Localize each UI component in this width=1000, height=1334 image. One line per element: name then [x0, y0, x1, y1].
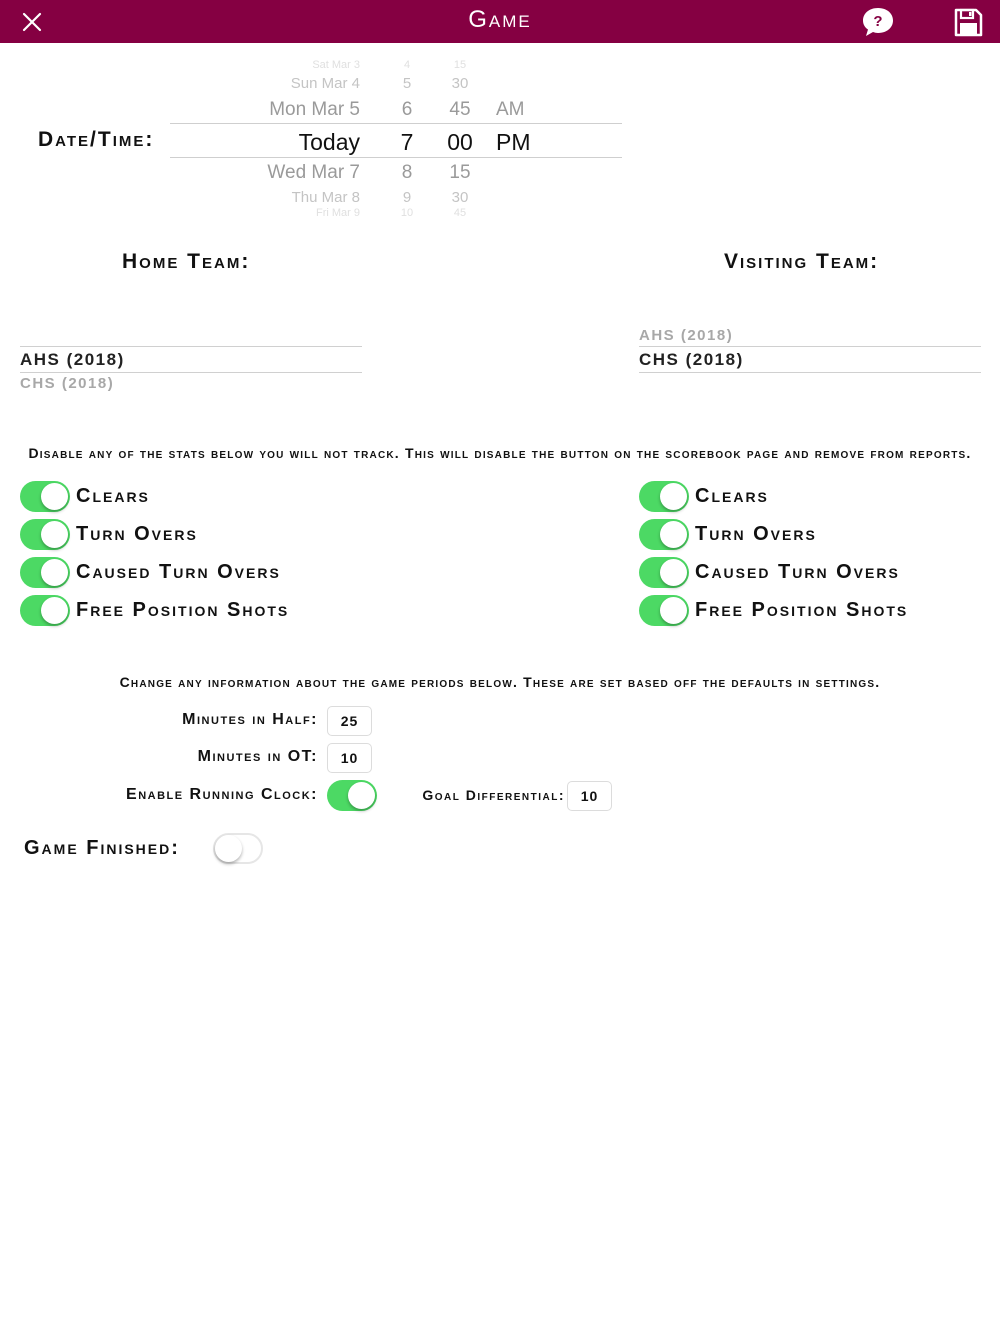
picker-hour-option[interactable]: 10	[400, 207, 414, 219]
running-clock-label: Enable Running Clock:	[126, 786, 318, 803]
picker-ampm-selected[interactable]: PM	[496, 129, 531, 155]
goal-differential-input[interactable]	[567, 781, 612, 811]
picker-date-option[interactable]: Wed Mar 7	[267, 162, 360, 183]
visiting-clears-toggle[interactable]	[639, 481, 689, 512]
picker-hour-option[interactable]: 8	[401, 162, 413, 183]
home-team-option[interactable]: CHS (2018)	[20, 375, 115, 392]
home-stat-label: Caused Turn Overs	[76, 561, 281, 583]
visiting-team-selected[interactable]: CHS (2018)	[639, 350, 744, 369]
minutes-in-half-label: Minutes in Half:	[182, 711, 318, 728]
visiting-turn-overs-toggle[interactable]	[639, 519, 689, 550]
visiting-free-position-shots-toggle[interactable]	[639, 595, 689, 626]
picker-minute-selected[interactable]: 00	[447, 129, 473, 155]
running-clock-toggle[interactable]	[327, 780, 377, 811]
datetime-picker[interactable]	[170, 59, 622, 219]
picker-date-option[interactable]: Thu Mar 8	[291, 189, 360, 206]
minutes-in-half-input[interactable]	[327, 706, 372, 736]
minutes-in-ot-input[interactable]	[327, 743, 372, 773]
visiting-caused-turn-overs-toggle[interactable]	[639, 557, 689, 588]
picker-selection-bottom-line	[639, 372, 981, 373]
svg-text:?: ?	[873, 13, 883, 30]
minutes-in-ot-label: Minutes in OT:	[197, 748, 318, 765]
picker-date-option[interactable]: Fri Mar 9	[316, 207, 360, 219]
picker-minute-option[interactable]: 45	[449, 99, 471, 120]
visiting-stat-label: Turn Overs	[695, 523, 817, 545]
picker-minute-option[interactable]: 30	[451, 75, 469, 92]
game-finished-label: Game Finished:	[24, 837, 180, 859]
picker-selection-top-line	[20, 346, 362, 347]
picker-selection-top-line	[639, 346, 981, 347]
game-finished-toggle[interactable]	[213, 833, 263, 864]
picker-date-option[interactable]: Sun Mar 4	[290, 75, 360, 92]
home-stat-label: Clears	[76, 485, 150, 507]
stats-disable-note: Disable any of the stats below you will not track. This will disable the button on the scorebook page and remove from reports.	[28, 445, 972, 461]
visiting-team-label: Visiting Team:	[724, 250, 880, 273]
home-free-position-shots-toggle[interactable]	[20, 595, 70, 626]
home-team-label: Home Team:	[122, 250, 251, 273]
visiting-team-picker[interactable]	[639, 318, 981, 398]
visiting-stat-label: Caused Turn Overs	[695, 561, 900, 583]
picker-date-option[interactable]: Sat Mar 3	[312, 59, 360, 71]
picker-minute-option[interactable]: 30	[451, 189, 469, 206]
help-button[interactable]	[860, 5, 896, 39]
save-button[interactable]	[952, 6, 984, 38]
datetime-label: Date/Time:	[38, 128, 155, 151]
visiting-team-option[interactable]: AHS (2018)	[639, 327, 734, 344]
picker-minute-option[interactable]: 15	[449, 162, 471, 183]
picker-hour-option[interactable]: 4	[403, 59, 411, 71]
picker-minute-option[interactable]: 15	[453, 59, 467, 71]
picker-minute-option[interactable]: 45	[453, 207, 467, 219]
picker-selection-bottom-line	[20, 372, 362, 373]
picker-hour-option[interactable]: 5	[402, 75, 412, 92]
picker-date-selected[interactable]: Today	[298, 129, 360, 155]
picker-hour-option[interactable]: 6	[401, 99, 413, 120]
picker-ampm-option[interactable]: AM	[496, 99, 525, 120]
picker-date-option[interactable]: Mon Mar 5	[269, 99, 360, 120]
home-clears-toggle[interactable]	[20, 481, 70, 512]
nav-bar	[0, 0, 1000, 43]
home-turn-overs-toggle[interactable]	[20, 519, 70, 550]
goal-differential-label: Goal Differential:	[422, 787, 565, 803]
home-team-picker[interactable]	[20, 318, 362, 398]
picker-hour-option[interactable]: 9	[402, 189, 412, 206]
home-team-selected[interactable]: AHS (2018)	[20, 350, 125, 369]
visiting-stat-label: Free Position Shots	[695, 599, 909, 621]
home-stat-label: Free Position Shots	[76, 599, 290, 621]
page-title: Game	[468, 6, 532, 33]
floppy-disk-save-icon	[952, 6, 984, 38]
home-caused-turn-overs-toggle[interactable]	[20, 557, 70, 588]
help-bubble-icon	[860, 5, 896, 39]
picker-selection-top-line	[170, 123, 622, 124]
home-stat-label: Turn Overs	[76, 523, 198, 545]
picker-hour-selected[interactable]: 7	[400, 129, 414, 155]
picker-selection-bottom-line	[170, 157, 622, 158]
periods-note: Change any information about the game periods below. These are set based off the defaults in settings.	[119, 674, 881, 690]
visiting-stat-label: Clears	[695, 485, 769, 507]
